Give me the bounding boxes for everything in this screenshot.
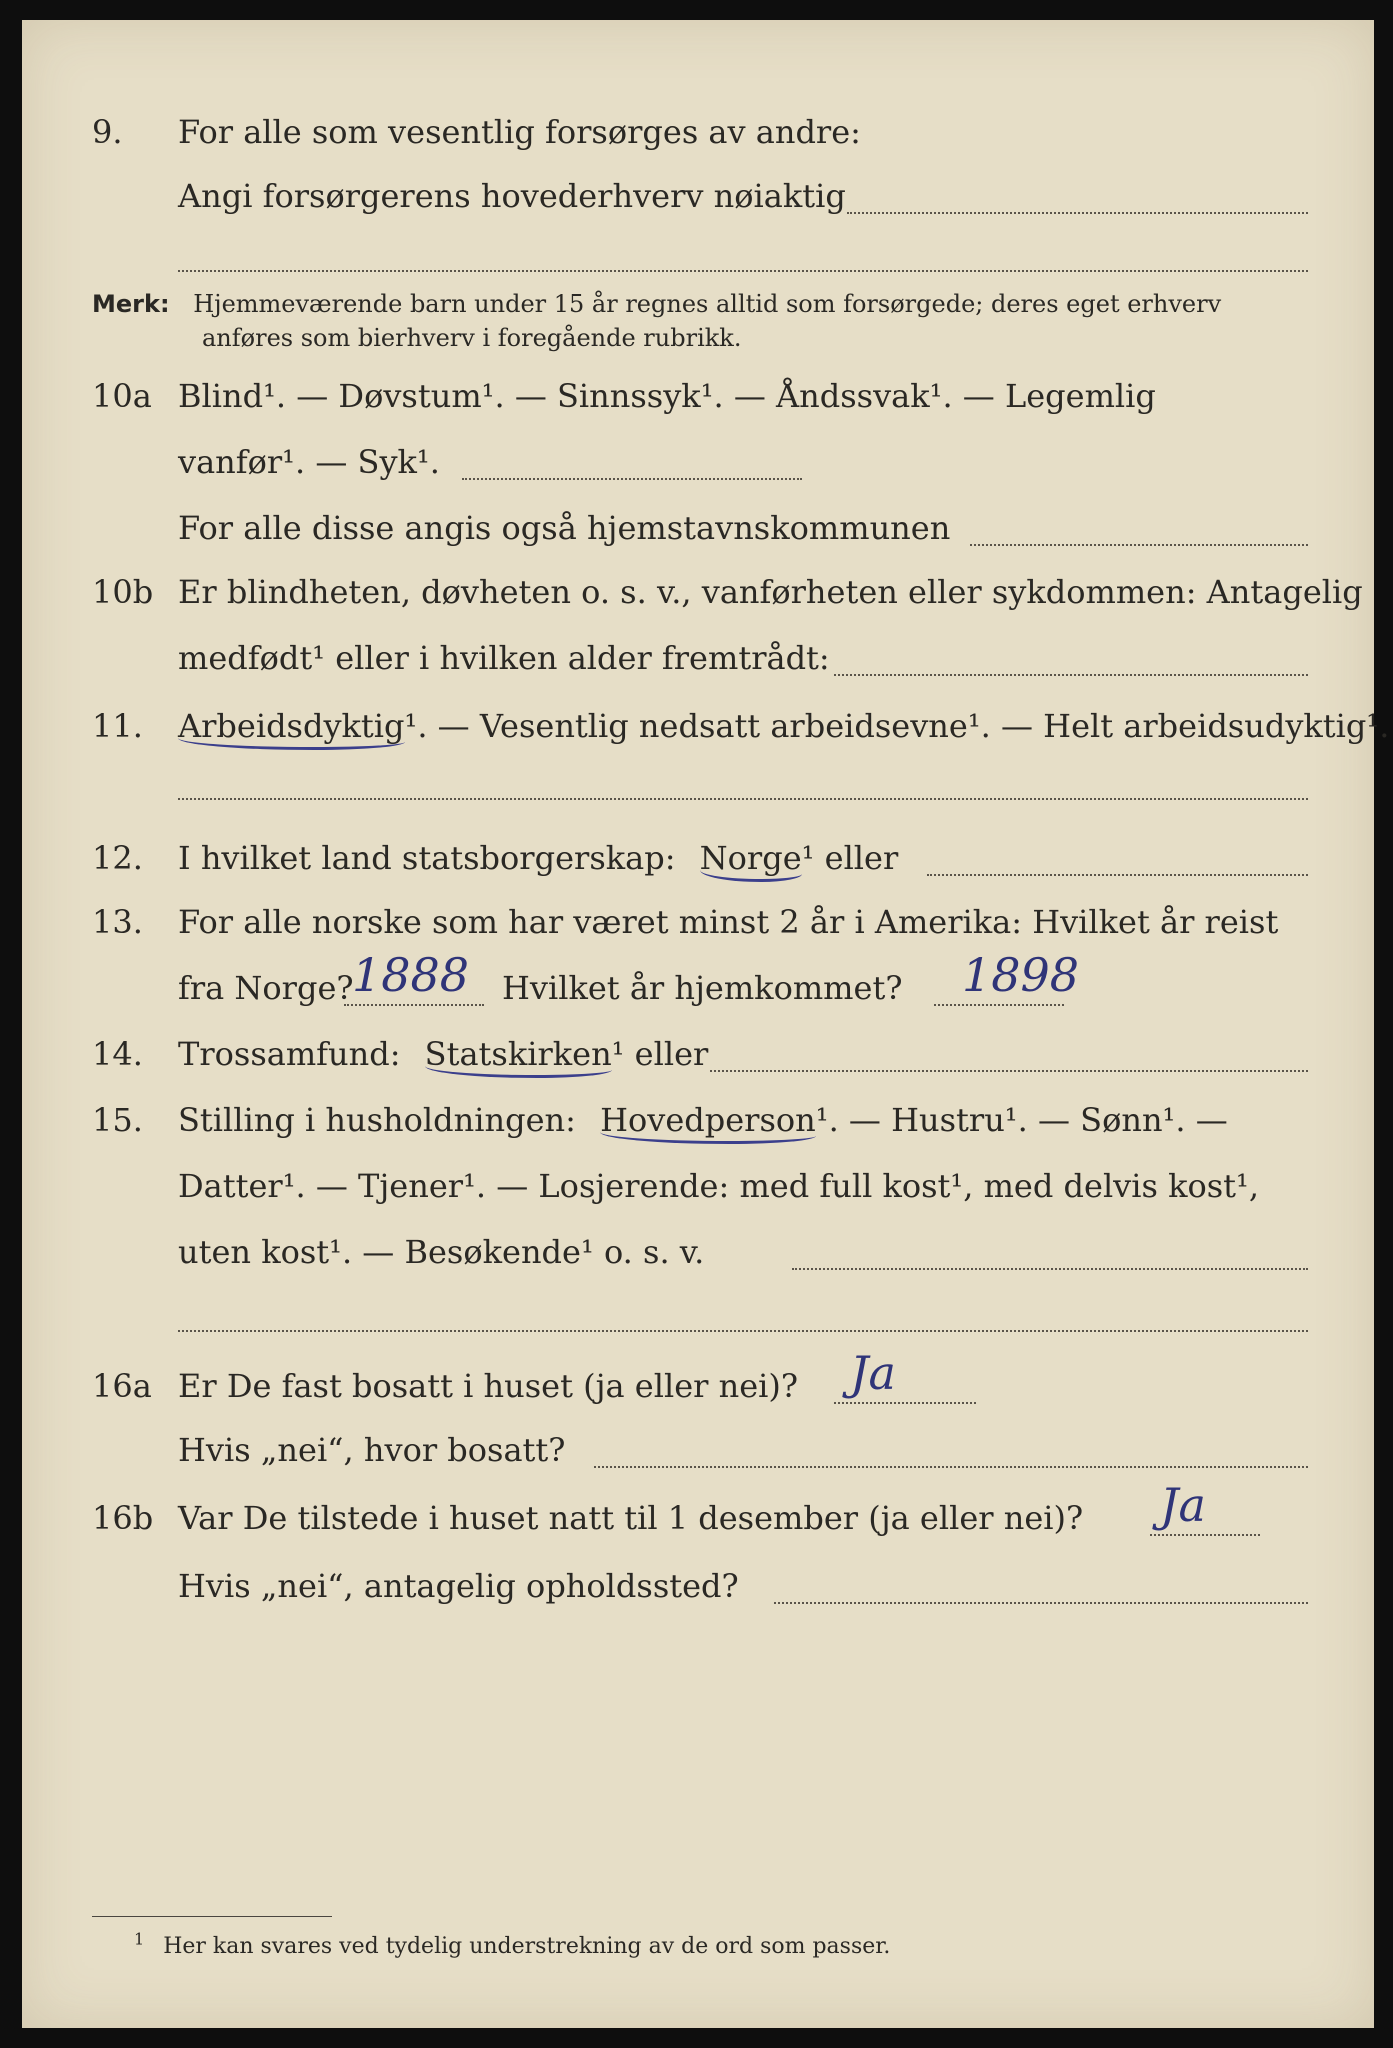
question-text: Er blindheten, døvheten o. s. v., vanførheten eller sykdommen: Antagelig <box>178 573 1363 611</box>
underlined-answer: Hovedperson <box>600 1101 816 1144</box>
question-text: ¹ eller <box>801 839 899 877</box>
answer-line[interactable] <box>834 1402 976 1404</box>
question-text: ¹. — Hustru¹. — Sønn¹. — <box>815 1101 1228 1139</box>
question-options <box>178 1100 1228 1140</box>
question-text: ¹ eller <box>611 1035 709 1073</box>
question-text: Hvis „nei“, antagelig opholdssted? <box>178 1567 739 1605</box>
question-number: 12. <box>92 839 143 877</box>
answer-line[interactable] <box>462 478 802 480</box>
question-text: For alle norske som har været minst 2 år i Amerika: Hvilket år reist <box>178 903 1279 941</box>
question-text: uten kost¹. — Besøkende¹ o. s. v. <box>178 1233 705 1271</box>
answer-line[interactable] <box>178 798 1308 800</box>
question-text: Er De fast bosatt i huset (ja eller nei)? <box>178 1367 799 1405</box>
question-text: fra Norge? <box>178 969 354 1007</box>
underlined-answer: Norge <box>700 839 802 882</box>
question-text: For alle disse angis også hjemstavnskommunen <box>178 509 951 547</box>
question-number: 14. <box>92 1035 143 1073</box>
answer-line[interactable] <box>847 212 1308 214</box>
answer-line[interactable] <box>178 270 1308 272</box>
answer-line[interactable] <box>834 674 1308 676</box>
note-text: Hjemmeværende barn under 15 år regnes alltid som forsørgede; deres eget erhverv <box>193 290 1222 318</box>
handwritten-answer: Ja <box>850 1346 896 1400</box>
question-text: For alle som vesentlig forsørges av andre: <box>178 113 861 151</box>
census-form-page <box>22 20 1390 2028</box>
question-number: 16a <box>92 1367 152 1405</box>
handwritten-year-left: 1888 <box>352 948 470 1002</box>
note-label: Merk: <box>92 290 170 318</box>
answer-line[interactable] <box>774 1602 1308 1604</box>
question-options <box>178 1034 708 1074</box>
question-options <box>178 706 1389 746</box>
question-number: 9. <box>92 113 123 151</box>
question-text: vanfør¹. — Syk¹. <box>178 443 440 481</box>
question-number: 16b <box>92 1499 154 1537</box>
question-text: Hvilket år hjemkommet? <box>502 969 903 1007</box>
question-number: 10a <box>92 377 152 415</box>
note-merk <box>92 286 1221 322</box>
handwritten-year-return: 1898 <box>962 948 1080 1002</box>
question-number: 10b <box>92 573 154 611</box>
question-text: Datter¹. — Tjener¹. — Losjerende: med full kost¹, med delvis kost¹, <box>178 1167 1260 1205</box>
underlined-answer: Statskirken <box>425 1035 612 1078</box>
question-text: Angi forsørgerens hovederhverv nøiaktig <box>178 177 846 215</box>
footnote-mark: 1 <box>134 1929 145 1949</box>
question-text: Var De tilstede i huset natt til 1 desember (ja eller nei)? <box>178 1499 1084 1537</box>
answer-line[interactable] <box>594 1466 1308 1468</box>
question-text: Hvis „nei“, hvor bosatt? <box>178 1431 566 1469</box>
note-merk-line2 <box>202 320 741 356</box>
note-text: anføres som bierhverv i foregående rubrikk. <box>202 324 742 352</box>
answer-line[interactable] <box>970 544 1308 546</box>
footnote-text: Her kan svares ved tydelig understrekning av de ord som passer. <box>163 1934 891 1959</box>
footnote-divider <box>92 1916 332 1917</box>
question-text: Trossamfund: <box>178 1035 401 1073</box>
footnote <box>134 1929 891 1959</box>
question-text: ¹. — Vesentlig nedsatt arbeidsevne¹. — Helt arbeidsudyktig¹. <box>404 707 1390 745</box>
question-number: 15. <box>92 1101 143 1139</box>
underlined-answer: Arbeidsdyktig <box>178 707 405 750</box>
question-number: 13. <box>92 903 143 941</box>
answer-line[interactable] <box>792 1268 1308 1270</box>
handwritten-answer: Ja <box>1160 1478 1206 1532</box>
question-number: 11. <box>92 707 143 745</box>
answer-line[interactable] <box>344 1004 484 1006</box>
question-text: Stilling i husholdningen: <box>178 1101 576 1139</box>
answer-line[interactable] <box>178 1330 1308 1332</box>
answer-line[interactable] <box>934 1004 1064 1006</box>
question-text: medfødt¹ eller i hvilken alder fremtrådt: <box>178 639 830 677</box>
answer-line[interactable] <box>927 874 1308 876</box>
question-text: Blind¹. — Døvstum¹. — Sinnssyk¹. — Åndssvak¹. — Legemlig <box>178 377 1156 415</box>
answer-line[interactable] <box>1150 1534 1260 1536</box>
question-options <box>178 838 898 878</box>
answer-line[interactable] <box>710 1070 1308 1072</box>
question-text: I hvilket land statsborgerskap: <box>178 839 676 877</box>
